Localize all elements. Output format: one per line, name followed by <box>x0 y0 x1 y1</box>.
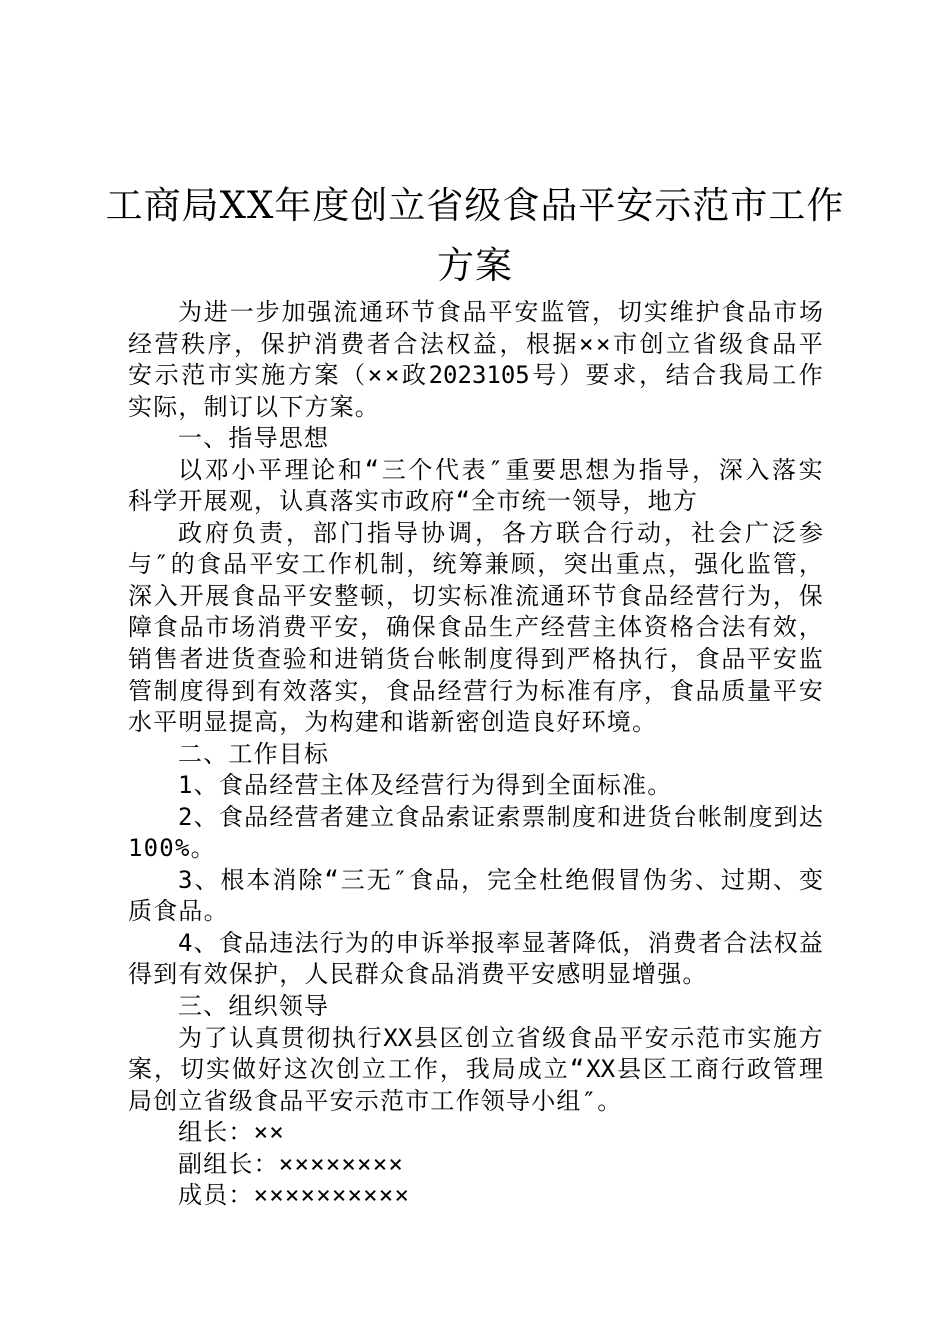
body-line: 为 进 一 步 加 强 流 通 环 节 食 品 平 安 监 管 ， 切 实 维 护 食 品 市 场 <box>178 298 823 326</box>
body-line: 100%。 <box>128 834 216 863</box>
body-line: 成员：×××××××××× <box>178 1181 411 1210</box>
body-line: 二、工作目标 <box>178 739 330 768</box>
body-line: 4 、 食 品 违 法 行 为 的 申 诉 举 报 率 显 著 降 低 ， 消 费 者 合 法 权 益 <box>178 928 823 957</box>
document-title-line-2: 方案 <box>437 244 513 287</box>
body-line: 一、指导思想 <box>178 424 330 453</box>
body-line: 深 入 开 展 食 品 平 安 整 顿 ， 切 实 标 准 流 通 环 节 食 品 经 营 行 为 ， 保 <box>128 581 823 610</box>
body-line: 水平明显提高，为构建和谐新密创造良好环境。 <box>128 708 658 737</box>
body-line: 2 、 食 品 经 营 者 建 立 食 品 索 证 索 票 制 度 和 进 货 台 帐 制 度 到 达 <box>178 802 823 831</box>
body-line: 经 营 秩 序 ， 保 护 消 费 者 合 法 权 益 ， 根 据 × × 市 创 立 省 级 食 品 平 <box>128 329 823 358</box>
body-line: 1、食品经营主体及经营行为得到全面标准。 <box>178 771 673 800</box>
body-line: 以 邓 小 平 理 论 和 “ 三 个 代 表 ″ 重 要 思 想 为 指 导 ， 深 入 落 实 <box>178 455 823 484</box>
body-line: 3 、 根 本 消 除 “ 三 无 ″ 食 品 ， 完 全 杜 绝 假 冒 伪 劣 、 过 期 、 变 <box>178 865 823 894</box>
body-line: 副组长：×××××××× <box>178 1149 404 1178</box>
body-line: 案 ， 切 实 做 好 这 次 创 立 工 作 ， 我 局 成 立 “ XX 县 区 工 商 行 政 管 理 <box>128 1055 823 1084</box>
document-title-line-1: 工商局XX年度创立省级食品平安示范市工作 <box>105 184 845 227</box>
body-line: 质食品。 <box>128 897 229 926</box>
body-line: 为 了 认 真 贯 彻 执 行 XX 县 区 创 立 省 级 食 品 平 安 示 范 市 实 施 方 <box>178 1023 823 1052</box>
body-line: 得到有效保护，人民群众食品消费平安感明显增强。 <box>128 960 708 989</box>
body-line: 科学开展观，认真落实市政府“全市统一领导，地方 <box>128 487 699 516</box>
body-line: 组长：×× <box>178 1118 285 1147</box>
body-line: 管 制 度 得 到 有 效 落 实 ， 食 品 经 营 行 为 标 准 有 序 ， 食 品 质 量 平 安 <box>128 676 823 705</box>
body-line: 实际，制订以下方案。 <box>128 392 380 421</box>
body-line: 三、组织领导 <box>178 992 330 1021</box>
body-line: 政 府 负 责 ， 部 门 指 导 协 调 ， 各 方 联 合 行 动 ， 社 会 广 泛 参 <box>178 518 823 547</box>
document-body <box>128 297 823 1212</box>
body-line: 障 食 品 市 场 消 费 平 安 ， 确 保 食 品 生 产 经 营 主 体 资 格 合 法 有 效 ， <box>128 613 823 642</box>
body-line: 销 售 者 进 货 查 验 和 进 销 货 台 帐 制 度 得 到 严 格 执 行 ， 食 品 平 安 监 <box>128 645 823 674</box>
body-line: 局创立省级食品平安示范市工作领导小组″。 <box>128 1086 623 1115</box>
body-line: 安 示 范 市 实 施 方 案 （ × × 政 2023105 号 ） 要 求 ， 结 合 我 局 工 作 <box>128 361 823 390</box>
body-line: 与 ″ 的 食 品 平 安 工 作 机 制 ， 统 筹 兼 顾 ， 突 出 重 点 ， 强 化 监 管 ， <box>128 550 823 579</box>
